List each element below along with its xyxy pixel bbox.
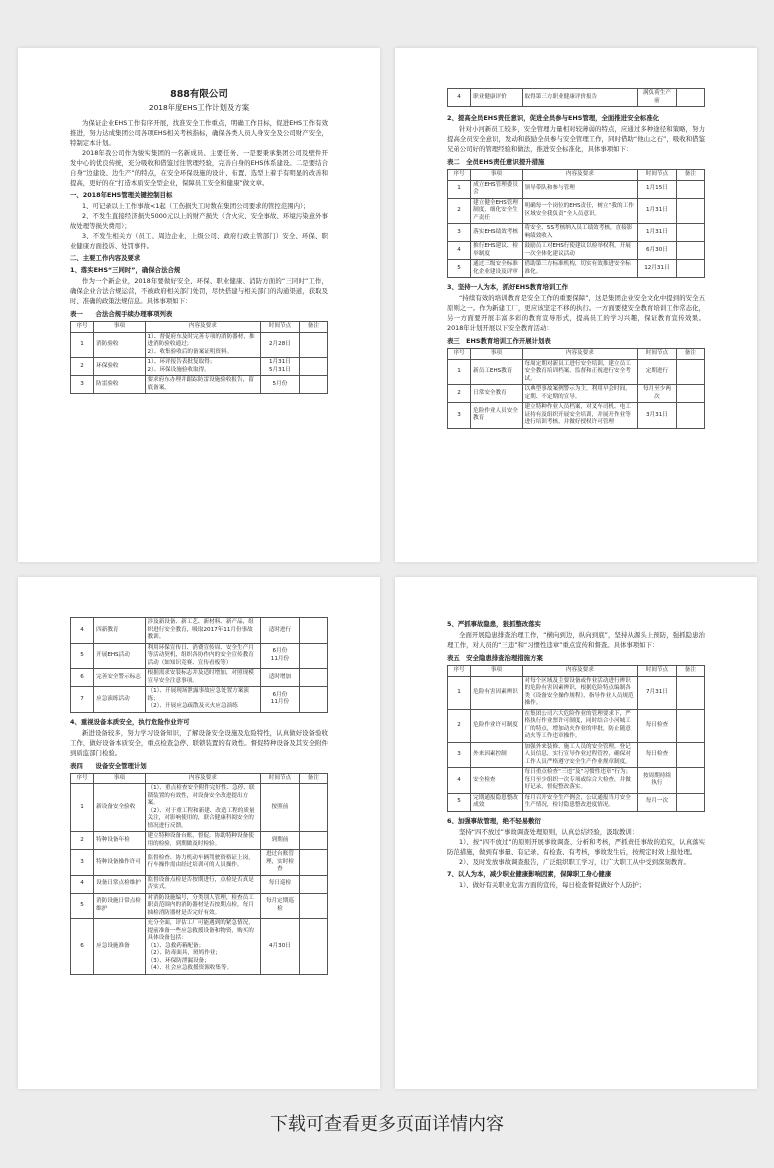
table-cell: 监督检查、协力机动车辆驾驶资格证上岗，行车操作需由经过培训可的人员操作。 bbox=[145, 850, 261, 876]
table-cell bbox=[299, 784, 327, 832]
table-cell: 对消防设施编号，分类别人管理，检查员工职责范围内的消防器材是否按期点检，每月抽检消防器材是否完好有效。 bbox=[145, 893, 261, 919]
page-1-content bbox=[70, 88, 328, 394]
column-header: 内容及要求 bbox=[145, 322, 261, 333]
table-5-caption: 表五 安全隐患排查治理措施方案 bbox=[447, 654, 543, 662]
table-row bbox=[448, 89, 705, 107]
table-cell: 利用环保宣传日、消费宣传周、安全生产月等活动契机，组织各协作内的安全宣传教育活动（如知识竞赛、宣传看板等） bbox=[145, 643, 261, 669]
table-row bbox=[71, 850, 328, 876]
table-cell: 将安全、5S考核纳入员工绩效考核，直接影响绩效收入 bbox=[522, 224, 638, 242]
table-cell: 环保验收 bbox=[94, 358, 145, 376]
table-row bbox=[71, 643, 328, 669]
column-header: 事项 bbox=[94, 773, 145, 784]
item-6-heading: 6、加强事故管理，绝不轻易敷衍 bbox=[447, 816, 541, 825]
table-cell: 2 bbox=[448, 385, 471, 403]
table-cell: 四新教育 bbox=[94, 618, 145, 644]
column-header: 序号 bbox=[448, 349, 471, 360]
column-header: 事项 bbox=[94, 322, 145, 333]
table-cell: 在集团公司六大危险作业的管理要求下，严格执行作业票许可制度，同时结合小河城工厂的特点，增加动火作业的审批，防止随意动火等工作违章操作。 bbox=[522, 709, 638, 742]
table-cell: 2 bbox=[448, 198, 471, 224]
table-1 bbox=[70, 321, 328, 394]
column-header: 时间节点 bbox=[261, 773, 300, 784]
table-cell: 5 bbox=[448, 793, 471, 811]
table-cell: 每周定期对新员工进行安全培训，建立员工安全教育培训档案，监督和正视进行安全考试。 bbox=[522, 359, 638, 385]
table-cell: 每日重点检查“三违”及“习惯性违章”行为；每月至少组织一次专项或综合大检查，并做好记录，督促整改落实。 bbox=[522, 768, 638, 794]
table-cell: 5月份 bbox=[261, 376, 300, 394]
table-cell bbox=[676, 224, 704, 242]
table-cell: 1月15日 bbox=[638, 180, 677, 198]
table-row bbox=[71, 376, 328, 394]
table-row bbox=[448, 793, 705, 811]
table-cell: 1月31日 bbox=[638, 224, 677, 242]
table-cell: 取得第三方职业健康评价报告 bbox=[522, 89, 638, 107]
table-cell: 涉及新设备、新工艺、新材料、新产品，组织进行安全教育，吸取2017年11月份事故教训。 bbox=[145, 618, 261, 644]
column-header: 备注 bbox=[676, 170, 704, 181]
table-cell bbox=[299, 669, 327, 687]
table-row bbox=[448, 385, 705, 403]
page-4-content bbox=[447, 617, 705, 890]
table-cell bbox=[299, 893, 327, 919]
table-cell: 1 bbox=[448, 180, 471, 198]
table-3 bbox=[447, 348, 705, 429]
table-cell: 进过台账管理，实时检查 bbox=[261, 850, 300, 876]
table-cell: 每月召开安全生产例会，公议通报当月安全生产情况，检讨隐患整改进度情况。 bbox=[522, 793, 638, 811]
table-cell: 充分全面，评估工厂可能遇到的紧急情况，提前准备一些应急救援设备和物资，购买的具体设备包括： （1）、急救药箱配备； （2）、防毒面具，斑鸠作业； （3）、环保防泄漏设备； （4）、社会应急救援资源收集等。 bbox=[145, 919, 261, 975]
table-cell: 2 bbox=[71, 358, 94, 376]
table-cell bbox=[299, 618, 327, 644]
table-row bbox=[71, 332, 328, 358]
table-cell: 到期前 bbox=[261, 832, 300, 850]
table-cell bbox=[299, 850, 327, 876]
table-cell: 成立EHS管理委员会 bbox=[471, 180, 522, 198]
table-cell: 要求府东办理并跟踪防雷设施验收报告，留底备案。 bbox=[145, 376, 261, 394]
table-cell bbox=[676, 385, 704, 403]
table-cell: 鼓励员工对EHS行使建议以检举权利，开展一次全体化建议活动 bbox=[522, 242, 638, 260]
table-row bbox=[448, 676, 705, 709]
table-row bbox=[71, 919, 328, 975]
table-cell: 推行EHS建议、检举制度 bbox=[471, 242, 522, 260]
table-3-caption: 表三 EHS教育培训工作开展计划表 bbox=[447, 337, 551, 345]
intro-paragraph-2: 2018年我公司作为骏实集团的一名新成员、主要任务、一是要秉承集团公司及壁件开发中心的优良传统，充分吸收和借鉴过往管理经验，完善自身的EHS体系建设。二是要结合自身“边建设、边生产”的特点，在安全环保设施的设计、布置、选型上着手有明显的改善和提高，更好的在“打造本质安全型企业，保障员工安全和健康”做文章。 bbox=[70, 149, 328, 187]
table-row bbox=[448, 709, 705, 742]
table-cell: 5 bbox=[71, 643, 94, 669]
table-cell: 1 bbox=[448, 359, 471, 385]
table-cell: 1 bbox=[448, 676, 471, 709]
table-4 bbox=[70, 773, 328, 975]
table-cell: 借助第三方标准机构，切实有效推进安全标准化。 bbox=[522, 260, 638, 278]
table-cell: 2 bbox=[448, 709, 471, 742]
table-row bbox=[448, 359, 705, 385]
table-cell: 1月31日 5月31日 bbox=[261, 358, 300, 376]
table-cell: 6月份 11月份 bbox=[261, 643, 300, 669]
table-cell: 3 bbox=[71, 850, 94, 876]
table-cell bbox=[676, 359, 704, 385]
table-cell: 7 bbox=[71, 687, 94, 713]
table-cell: 按照前 bbox=[261, 784, 300, 832]
table-1-continued bbox=[447, 88, 705, 107]
table-cell: 每月至少两次 bbox=[638, 385, 677, 403]
column-header: 序号 bbox=[448, 170, 471, 181]
table-cell: 5 bbox=[71, 893, 94, 919]
table-cell: 落实EHS绩效考核 bbox=[471, 224, 522, 242]
column-header: 事项 bbox=[471, 170, 522, 181]
table-cell: 6 bbox=[71, 669, 94, 687]
table-row bbox=[71, 893, 328, 919]
table-4-caption: 表四 设备安全管理计划 bbox=[70, 761, 147, 770]
page-2-content bbox=[447, 88, 705, 429]
table-row bbox=[71, 832, 328, 850]
table-header-row bbox=[448, 349, 705, 360]
goal-2: 2、不发生直接经济损失5000元以上的财产损失（含火灾、安全事故、环境污染意外事故处理等损失费用）； bbox=[70, 212, 328, 230]
table-cell: 6月30日 bbox=[638, 242, 677, 260]
table-row bbox=[71, 669, 328, 687]
table-cell: 3 bbox=[71, 376, 94, 394]
column-header: 内容及要求 bbox=[522, 349, 638, 360]
item-4-heading: 4、重视设备本质安全，执行危险作业许可 bbox=[70, 717, 190, 726]
table-cell: 适时增加 bbox=[261, 669, 300, 687]
item-3-text: “持续有效的培训教育是安全工作的重要保障”，这是集团企业安全文化中提到的安全五原则之一。作为新建工厂，更应该坚定不移的执行。一方面要使安全教育培训工作常态化，另一方面要开展丰富多彩的教育宣导形式，提高员工的学习兴趣，保证教育宣传效果。2018年计划开展以下安全教育活动： bbox=[447, 294, 705, 332]
table-cell bbox=[676, 180, 704, 198]
table-cell: 每日巡检 bbox=[261, 875, 300, 893]
table-row bbox=[448, 224, 705, 242]
table-2 bbox=[447, 169, 705, 278]
document-page-4 bbox=[395, 577, 757, 1089]
document-page-1 bbox=[18, 48, 380, 562]
column-header: 备注 bbox=[676, 666, 704, 677]
item-7-heading: 7、以人为本，减少职业健康影响因素，保障职工身心健康 bbox=[447, 869, 612, 878]
table-cell: 4 bbox=[448, 89, 471, 107]
table-cell bbox=[299, 832, 327, 850]
table-cell bbox=[676, 198, 704, 224]
table-cell bbox=[676, 403, 704, 429]
table-cell bbox=[299, 332, 327, 358]
column-header: 备注 bbox=[299, 322, 327, 333]
table-cell: 4 bbox=[71, 618, 94, 644]
column-header: 事项 bbox=[471, 666, 522, 677]
table-row bbox=[448, 198, 705, 224]
table-cell: 特种设备年检 bbox=[94, 832, 145, 850]
company-name: 888有限公司 bbox=[170, 89, 228, 100]
table-cell bbox=[676, 793, 704, 811]
table-cell bbox=[299, 687, 327, 713]
item-4-text: 新进设备较多，努力学习设备知识，了解设备安全设施及危险特性，认真做好设备验收工作，做好设备本质安全，重点检查急停、联锁装置的有效性。督促特种设备及其安全附件到质监部门检验。 bbox=[70, 728, 328, 757]
table-cell: 建立特种设备台账，督促，协助特种设备使用的检验，到期做及时检验。 bbox=[145, 832, 261, 850]
column-header: 内容及要求 bbox=[522, 666, 638, 677]
column-header: 内容及要求 bbox=[145, 773, 261, 784]
table-1-caption: 表一 合法合规手续办理事项列表 bbox=[70, 310, 173, 318]
table-cell: 领导带队和参与管理 bbox=[522, 180, 638, 198]
table-cell: 新员工EHS教育 bbox=[471, 359, 522, 385]
table-cell: 每日检查 bbox=[638, 709, 677, 742]
document-page-2 bbox=[395, 48, 757, 562]
table-cell bbox=[676, 89, 704, 107]
item-7-text: 1）、做好有关职业危害方面的宣传，每日检查督促做好个人防护； bbox=[459, 880, 646, 889]
item-6-point-2: 2）、及时发放事故调查报告，广泛组织职工学习，让广大职工从中受到深刻教育。 bbox=[459, 857, 690, 866]
table-header-row bbox=[71, 322, 328, 333]
table-cell: 完期通报隐患整改成效 bbox=[471, 793, 522, 811]
column-header: 时间节点 bbox=[638, 170, 677, 181]
column-header: 时间节点 bbox=[638, 349, 677, 360]
table-cell: 3 bbox=[448, 224, 471, 242]
table-5 bbox=[447, 665, 705, 812]
item-2-text: 针对小河新员工较多，安全管理力量相对较薄弱的特点，应通过多种途径和策略，努力提高全员安全意识，发动和鼓励全员参与安全管理工作，同时借助“他山之石”，吸收和借鉴兄弟公司好的管理经验和做法，推进安全标准化，具体事项如下： bbox=[447, 125, 705, 153]
table-row bbox=[448, 242, 705, 260]
table-cell: 建立特种作业人员档案，对叉车司机、电工证持有及组织开展安全培训，并展开作业等进行培训考核，并做好授权许可管理 bbox=[522, 403, 638, 429]
column-header: 序号 bbox=[71, 322, 94, 333]
page-3-content bbox=[70, 617, 328, 975]
item-5-heading: 5、严抓事故隐患，狠抓整改落实 bbox=[447, 620, 541, 628]
table-cell: 4 bbox=[71, 875, 94, 893]
table-cell: 设备日常点检维护 bbox=[94, 875, 145, 893]
table-cell bbox=[299, 919, 327, 975]
table-row bbox=[71, 875, 328, 893]
section-2-heading: 二、主要工作内容及要求 bbox=[70, 254, 141, 262]
table-row bbox=[448, 403, 705, 429]
table-cell: 职业健康评价 bbox=[471, 89, 522, 107]
table-cell: 3月31日 bbox=[638, 403, 677, 429]
item-2-heading: 2、提高全员EHS责任意识，促进全员参与EHS管理，全面推进安全标准化 bbox=[447, 114, 660, 122]
table-cell bbox=[299, 376, 327, 394]
table-cell: 应急设施准备 bbox=[94, 919, 145, 975]
table-cell: 每日检查 bbox=[638, 742, 677, 768]
table-cell: 危险作业许可制度 bbox=[471, 709, 522, 742]
item-6-point-1: 1）、按“四不放过”的原则开展事故调查、分析和考核，严抓责任事故的追究，认真落实防范措施，做到有事量、有记录、有检查、有考核，事故发生后，按规定时效上报处理。 bbox=[447, 837, 705, 856]
item-6-text: 坚持“四不放过”事故调查处理原则，认真总结经验，汲取教训： bbox=[459, 827, 639, 836]
table-cell: 12月31日 bbox=[638, 260, 677, 278]
section-1-heading: 一、2018年EHS管理关键控制目标 bbox=[70, 191, 173, 199]
table-cell: 外来因素控制 bbox=[471, 742, 522, 768]
table-cell: 每月一次 bbox=[638, 793, 677, 811]
table-cell: 2 bbox=[71, 832, 94, 850]
goal-3: 3、不发生相关方（员工、周边企业、上级公司、政府行政主管部门）安全、环保、职业健康方面投诉、处罚事件。 bbox=[70, 232, 328, 250]
table-cell: 完善安全警示标志 bbox=[94, 669, 145, 687]
table-cell: 新设备安全验收 bbox=[94, 784, 145, 832]
table-cell: 建立健全EHS管理制度，细化安全生产责任 bbox=[471, 198, 522, 224]
table-cell: 4月30日 bbox=[261, 919, 300, 975]
table-cell: 适时进行 bbox=[261, 618, 300, 644]
table-row bbox=[448, 180, 705, 198]
table-cell: 满负荷生产前 bbox=[638, 89, 677, 107]
table-row bbox=[71, 687, 328, 713]
table-cell bbox=[299, 643, 327, 669]
table-cell: 明确每一个岗位的EHS责任，树立“我的工作区域安全我负责”全人员意识。 bbox=[522, 198, 638, 224]
item-1-heading: 1、落实EHS“三同时”，确保合法合规 bbox=[70, 266, 181, 274]
column-header: 时间节点 bbox=[261, 322, 300, 333]
table-cell: 以典型事故案例警示为主，利用早会时间，定期、不定期的宣导。 bbox=[522, 385, 638, 403]
table-cell: 5 bbox=[448, 260, 471, 278]
table-cell: 加强外来装修、施工人员的安全管理，登记人员信息，实行宣导作业过程管控，确保对工作人员严格遵守安全生产作业规章制度。 bbox=[522, 742, 638, 768]
table-cell: 防雷验收 bbox=[94, 376, 145, 394]
table-cell: 安全检查 bbox=[471, 768, 522, 794]
table-cell: 按周期持续执行 bbox=[638, 768, 677, 794]
table-cell: 6月份 11月份 bbox=[261, 687, 300, 713]
table-cell: 通过三级安全标准化企业建设及评审 bbox=[471, 260, 522, 278]
table-cell bbox=[676, 242, 704, 260]
table-cell: 日常安全教育 bbox=[471, 385, 522, 403]
item-1-text: 作为一个新企业，2018年要做好安全、环保、职业健康、消防方面的“三同时”工作，确保企业合法合规运营，不被政府相关部门处罚，尽快搭建与相关部门的沟通渠道，获取及时、准确的政策法规信息。具体事项如下： bbox=[70, 277, 328, 305]
table-row bbox=[71, 784, 328, 832]
table-cell: 开展EHS活动 bbox=[94, 643, 145, 669]
table-cell: 应急演练活动 bbox=[94, 687, 145, 713]
table-row bbox=[448, 768, 705, 794]
column-header: 事项 bbox=[471, 349, 522, 360]
table-header-row bbox=[71, 773, 328, 784]
column-header: 序号 bbox=[71, 773, 94, 784]
table-cell bbox=[299, 358, 327, 376]
table-cell bbox=[676, 260, 704, 278]
table-cell bbox=[299, 875, 327, 893]
column-header: 备注 bbox=[299, 773, 327, 784]
table-3-continued bbox=[70, 617, 328, 713]
item-3-heading: 3、坚持一人为本，抓好EHS教育培训工作 bbox=[447, 283, 569, 291]
table-cell: 1 bbox=[71, 784, 94, 832]
table-cell: 1 bbox=[71, 332, 94, 358]
table-cell: 7月31日 bbox=[638, 676, 677, 709]
table-cell: 对每个区域及主要设备或作业活动进行辨识的危险有害因素辨识，根据危险特点编制各类《设备安全操作规程》，指导作业人员规范操作。 bbox=[522, 676, 638, 709]
table-row bbox=[71, 618, 328, 644]
table-cell: 特种设备操作许可 bbox=[94, 850, 145, 876]
table-cell: 消防设施日常点检维护 bbox=[94, 893, 145, 919]
table-cell: 消防验收 bbox=[94, 332, 145, 358]
table-header-row bbox=[448, 666, 705, 677]
table-cell: 危险作业人员安全教育 bbox=[471, 403, 522, 429]
table-cell: 1）、环评报告表批复取得； 2）、环保设施验收取得。 bbox=[145, 358, 261, 376]
table-row bbox=[71, 358, 328, 376]
table-cell: 6 bbox=[71, 919, 94, 975]
table-cell: 根据需求安装标志并及适时增加，对照现模宣导安全注意事项。 bbox=[145, 669, 261, 687]
table-cell bbox=[676, 709, 704, 742]
table-row bbox=[448, 260, 705, 278]
table-row bbox=[448, 742, 705, 768]
table-cell: 2月28日 bbox=[261, 332, 300, 358]
table-cell: 3 bbox=[448, 742, 471, 768]
item-5-text: 全面开展隐患排查治理工作，“横向到边，纵向到底”，坚持从源头上预防，强抓隐患治理工作，对人员的“三违”和“习惯性违章”重点宣传和督查。具体事项如下： bbox=[447, 631, 705, 649]
table-cell: （1）、重点检查安全附件完好性、急停、联锁装置的有效性，对设备安全改进提出方案。 （2）、对于重工程和新建、改造工程的质量关注，对影响使用的，联合健康科阅安全的情况进行反馈。 bbox=[145, 784, 261, 832]
column-header: 备注 bbox=[676, 349, 704, 360]
table-cell: 危险有害因素辨识 bbox=[471, 676, 522, 709]
table-cell: 1）、督促府东及时完善专项的消防器材，推进消防验收通过； 2）、收集验收后的备案证明资料。 bbox=[145, 332, 261, 358]
column-header: 时间节点 bbox=[638, 666, 677, 677]
goal-1: 1、可记录以上工作事故<1起（工伤损失工时数在集团公司要求的管控范围内）； bbox=[82, 202, 310, 210]
table-cell: 监督设备点检是否按期进行，点检是否真是否实式。 bbox=[145, 875, 261, 893]
table-cell: 1月31日 bbox=[638, 198, 677, 224]
table-cell bbox=[676, 768, 704, 794]
table-cell bbox=[676, 742, 704, 768]
download-more-link[interactable]: 下载可查看更多页面详情内容 bbox=[270, 1114, 504, 1135]
intro-paragraph-1: 为保证企业EHS工作有序开展，找准安全工作重点，明确工作目标，促进EHS工作有效推进，努力达成集团公司各项EHS相关考核指标，确保各类人员人身安全及公司财产安全，特制定本计划。 bbox=[70, 119, 328, 147]
table-cell: 4 bbox=[448, 768, 471, 794]
column-header: 内容及要求 bbox=[522, 170, 638, 181]
table-cell bbox=[676, 676, 704, 709]
table-header-row bbox=[448, 170, 705, 181]
document-page-3 bbox=[18, 577, 380, 1089]
table-cell: 每月定期巡检 bbox=[261, 893, 300, 919]
table-cell: 定期进行 bbox=[638, 359, 677, 385]
table-cell: （1）、开展现场泄露事故应急处置方案演练； （2）、开展应急疏散及灭火应急演练 bbox=[145, 687, 261, 713]
table-2-caption: 表二 全员EHS责任意识提升措施 bbox=[447, 158, 545, 166]
table-cell: 3 bbox=[448, 403, 471, 429]
column-header: 序号 bbox=[448, 666, 471, 677]
plan-title: 2018年度EHS工作计划及方案 bbox=[148, 103, 250, 112]
table-cell: 4 bbox=[448, 242, 471, 260]
